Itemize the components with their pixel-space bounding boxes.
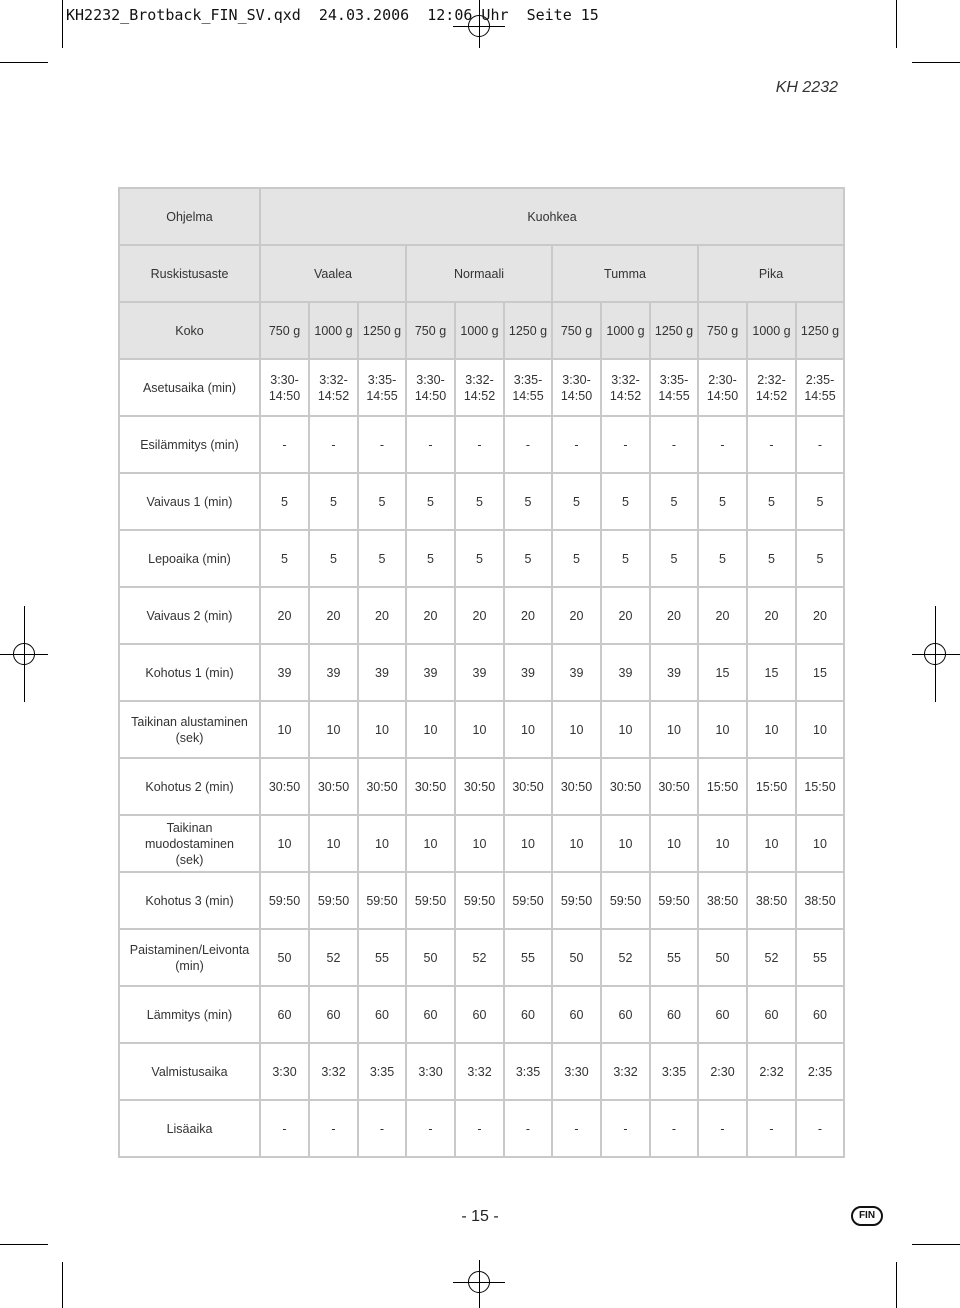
table-cell: 59:50 [601, 872, 650, 929]
table-cell: 10 [309, 815, 358, 872]
browning-dark: Tumma [552, 245, 698, 302]
size-cell: 750 g [406, 302, 455, 359]
table-cell: 10 [455, 701, 504, 758]
table-cell: 5 [260, 530, 309, 587]
table-cell: 55 [504, 929, 552, 986]
table-cell: 10 [747, 815, 796, 872]
table-cell: - [747, 1100, 796, 1157]
table-cell: 60 [747, 986, 796, 1043]
table-cell: 5 [504, 473, 552, 530]
table-cell: 50 [552, 929, 601, 986]
table-cell: 5 [309, 530, 358, 587]
table-cell: 10 [552, 815, 601, 872]
table-cell: 10 [650, 815, 698, 872]
page-number: - 15 - [461, 1208, 499, 1225]
cell-line: 14:55 [512, 388, 544, 403]
table-row [119, 530, 844, 587]
cell-line: 3:35- [659, 372, 689, 387]
table-cell: 60 [796, 986, 844, 1043]
table-cell: 39 [309, 644, 358, 701]
table-cell: 60 [309, 986, 358, 1043]
table-cell: 3:30 [552, 1043, 601, 1100]
table-cell: 5 [358, 530, 406, 587]
table-cell: 3:32 [309, 1043, 358, 1100]
size-label: Koko [119, 302, 260, 359]
program-row [119, 188, 844, 245]
program-table [118, 187, 845, 1158]
cell-line: 14:55 [658, 388, 690, 403]
row-label-line: Vaivaus 2 (min) [146, 608, 233, 623]
table-row [119, 929, 844, 986]
table-cell: 50 [406, 929, 455, 986]
table-cell [796, 359, 844, 416]
table-cell: 20 [504, 587, 552, 644]
table-cell: 5 [455, 530, 504, 587]
size-cell: 1250 g [504, 302, 552, 359]
table-cell: 15:50 [747, 758, 796, 815]
table-cell: 3:32 [455, 1043, 504, 1100]
program-label: Ohjelma [119, 188, 260, 245]
table-cell: 60 [260, 986, 309, 1043]
table-cell: 60 [552, 986, 601, 1043]
table-cell: 59:50 [455, 872, 504, 929]
cell-line: 3:30- [270, 372, 299, 387]
table-cell: - [601, 1100, 650, 1157]
table-cell: 5 [406, 473, 455, 530]
table-cell: 3:35 [504, 1043, 552, 1100]
table-cell: 20 [747, 587, 796, 644]
table-cell: 39 [455, 644, 504, 701]
table-cell: 10 [358, 701, 406, 758]
row-label [119, 416, 260, 473]
cell-line: 14:50 [706, 388, 739, 403]
cell-line: 3:32- [465, 372, 494, 387]
table-cell: 30:50 [406, 758, 455, 815]
size-cell: 1250 g [358, 302, 406, 359]
table-cell: 59:50 [260, 872, 309, 929]
table-cell: 10 [796, 815, 844, 872]
table-cell: 60 [698, 986, 747, 1043]
table-row [119, 758, 844, 815]
table-cell: 10 [504, 701, 552, 758]
row-label-line: Taikinan alustaminen [131, 714, 248, 729]
table-cell: - [455, 1100, 504, 1157]
table-cell: 20 [650, 587, 698, 644]
row-label [119, 359, 260, 416]
row-label [119, 986, 260, 1043]
table-cell [650, 359, 698, 416]
table-cell: - [552, 416, 601, 473]
row-label-line: Kohotus 2 (min) [145, 779, 234, 794]
table-cell [698, 359, 747, 416]
size-row [119, 302, 844, 359]
size-cell: 750 g [698, 302, 747, 359]
table-cell: 60 [406, 986, 455, 1043]
browning-quick: Pika [698, 245, 844, 302]
table-cell: 10 [406, 701, 455, 758]
row-label-line: Lämmitys (min) [146, 1007, 233, 1022]
table-cell: 20 [796, 587, 844, 644]
table-cell: 30:50 [601, 758, 650, 815]
table-cell: 30:50 [455, 758, 504, 815]
table-cell: 20 [358, 587, 406, 644]
table-cell: 5 [260, 473, 309, 530]
table-cell: 15 [796, 644, 844, 701]
browning-normal: Normaali [406, 245, 552, 302]
table-cell: 2:30 [698, 1043, 747, 1100]
table-row [119, 986, 844, 1043]
table-cell: 30:50 [504, 758, 552, 815]
table-cell: 20 [601, 587, 650, 644]
table-row [119, 1100, 844, 1157]
model-name: KH 2232 [775, 79, 838, 96]
size-cell: 750 g [260, 302, 309, 359]
table-cell: 59:50 [504, 872, 552, 929]
table-cell: 5 [358, 473, 406, 530]
table-cell: 60 [601, 986, 650, 1043]
table-cell [358, 359, 406, 416]
row-label [119, 1100, 260, 1157]
table-cell [747, 359, 796, 416]
row-label-line: (sek) [175, 730, 204, 745]
cell-line: 3:30- [416, 372, 445, 387]
table-cell: - [650, 416, 698, 473]
table-cell: 50 [260, 929, 309, 986]
table-cell: 5 [650, 473, 698, 530]
cell-line: 14:55 [366, 388, 398, 403]
table-cell: - [698, 1100, 747, 1157]
cell-line: 3:32- [319, 372, 348, 387]
table-cell: 5 [650, 530, 698, 587]
table-row [119, 872, 844, 929]
table-row [119, 359, 844, 416]
table-cell: 10 [601, 701, 650, 758]
table-cell: 52 [309, 929, 358, 986]
table-cell: 3:30 [406, 1043, 455, 1100]
row-label [119, 530, 260, 587]
cell-line: 14:52 [463, 388, 496, 403]
language-badge: FIN [851, 1206, 883, 1226]
table-cell: 20 [552, 587, 601, 644]
table-cell: 52 [601, 929, 650, 986]
size-cell: 1000 g [747, 302, 796, 359]
table-cell: 10 [747, 701, 796, 758]
table-cell: 5 [747, 473, 796, 530]
table-cell: 50 [698, 929, 747, 986]
table-row [119, 815, 844, 872]
table-cell: 10 [650, 701, 698, 758]
cell-line: 14:50 [414, 388, 447, 403]
table-cell: 10 [698, 701, 747, 758]
cell-line: 3:32- [611, 372, 640, 387]
table-cell: 20 [309, 587, 358, 644]
table-cell: 55 [358, 929, 406, 986]
row-label [119, 587, 260, 644]
table-cell: 15 [747, 644, 796, 701]
table-cell: 60 [358, 986, 406, 1043]
table-cell: 5 [406, 530, 455, 587]
table-cell: 30:50 [552, 758, 601, 815]
table-row [119, 587, 844, 644]
row-label [119, 758, 260, 815]
row-label [119, 644, 260, 701]
row-label-line: Vaivaus 1 (min) [146, 494, 233, 509]
table-cell: 20 [698, 587, 747, 644]
table-cell: 2:35 [796, 1043, 844, 1100]
table-cell [601, 359, 650, 416]
row-label-line: Taikinan muodostaminen [145, 820, 234, 851]
table-row [119, 473, 844, 530]
table-cell: 10 [406, 815, 455, 872]
table-cell [504, 359, 552, 416]
table-cell: 3:35 [358, 1043, 406, 1100]
table-cell: 10 [698, 815, 747, 872]
table-row [119, 416, 844, 473]
table-cell: - [504, 1100, 552, 1157]
table-cell: 30:50 [260, 758, 309, 815]
table-cell: 39 [260, 644, 309, 701]
table-cell: - [698, 416, 747, 473]
table-cell: - [358, 416, 406, 473]
table-cell: 52 [455, 929, 504, 986]
row-label-line: Asetusaika (min) [142, 380, 237, 395]
table-row [119, 701, 844, 758]
table-cell: 59:50 [406, 872, 455, 929]
table-cell: - [650, 1100, 698, 1157]
cell-line: 2:35- [805, 372, 835, 387]
table-cell: - [601, 416, 650, 473]
size-cell: 1250 g [796, 302, 844, 359]
table-cell: 39 [406, 644, 455, 701]
row-label-line: Lepoaika (min) [148, 551, 231, 566]
table-row [119, 644, 844, 701]
cell-line: 14:50 [268, 388, 301, 403]
cell-line: 14:50 [560, 388, 593, 403]
table-cell: 3:35 [650, 1043, 698, 1100]
table-cell: - [260, 1100, 309, 1157]
browning-label: Ruskistusaste [119, 245, 260, 302]
size-cell: 1000 g [455, 302, 504, 359]
size-cell: 1000 g [309, 302, 358, 359]
table-cell: 20 [455, 587, 504, 644]
table-cell: 5 [504, 530, 552, 587]
table-cell: 38:50 [747, 872, 796, 929]
table-cell: 60 [455, 986, 504, 1043]
table-cell: - [796, 416, 844, 473]
row-label-line: Kohotus 1 (min) [145, 665, 234, 680]
table-cell: 59:50 [650, 872, 698, 929]
table-cell: - [406, 416, 455, 473]
row-label-line: Paistaminen/Leivonta [129, 942, 250, 957]
table-cell: 10 [796, 701, 844, 758]
table-cell: 5 [698, 530, 747, 587]
table-cell: 30:50 [650, 758, 698, 815]
row-label-line: (min) [175, 958, 204, 973]
table-cell: 55 [796, 929, 844, 986]
row-label [119, 701, 260, 758]
row-label [119, 1043, 260, 1100]
table-cell [406, 359, 455, 416]
table-cell: - [552, 1100, 601, 1157]
table-cell: 15:50 [698, 758, 747, 815]
table-cell: - [309, 416, 358, 473]
size-cell: 1000 g [601, 302, 650, 359]
table-cell: 3:32 [601, 1043, 650, 1100]
table-cell: 39 [601, 644, 650, 701]
table-cell: - [358, 1100, 406, 1157]
table-cell: 30:50 [309, 758, 358, 815]
table-cell: 20 [406, 587, 455, 644]
table-cell: 30:50 [358, 758, 406, 815]
table-cell: 39 [504, 644, 552, 701]
cell-line: 3:35- [367, 372, 397, 387]
table-cell: 3:30 [260, 1043, 309, 1100]
row-label-line: Valmistusaika [151, 1064, 228, 1079]
browning-row [119, 245, 844, 302]
table-cell: - [406, 1100, 455, 1157]
row-label [119, 929, 260, 986]
table-row [119, 1043, 844, 1100]
row-label [119, 473, 260, 530]
cell-line: 2:30- [708, 372, 737, 387]
row-label-line: (sek) [175, 852, 204, 867]
table-cell: 5 [601, 530, 650, 587]
table-cell: 52 [747, 929, 796, 986]
table-cell: 5 [552, 530, 601, 587]
cell-line: 14:52 [609, 388, 642, 403]
table-cell [455, 359, 504, 416]
table-cell: 2:32 [747, 1043, 796, 1100]
table-cell: 20 [260, 587, 309, 644]
table-cell: 5 [601, 473, 650, 530]
table-cell: - [796, 1100, 844, 1157]
row-label [119, 872, 260, 929]
table-cell: - [455, 416, 504, 473]
table-cell: - [260, 416, 309, 473]
table-cell: 15:50 [796, 758, 844, 815]
table-cell: 15 [698, 644, 747, 701]
table-cell [260, 359, 309, 416]
table-cell [309, 359, 358, 416]
size-cell: 750 g [552, 302, 601, 359]
table-cell: 59:50 [358, 872, 406, 929]
table-cell [552, 359, 601, 416]
table-cell: 10 [455, 815, 504, 872]
table-cell: 5 [796, 473, 844, 530]
table-cell: - [504, 416, 552, 473]
table-cell: 10 [504, 815, 552, 872]
table-cell: 38:50 [796, 872, 844, 929]
table-cell: 39 [552, 644, 601, 701]
cell-line: 3:30- [562, 372, 591, 387]
cell-line: 3:35- [513, 372, 543, 387]
cell-line: 14:52 [755, 388, 788, 403]
table-cell: 39 [650, 644, 698, 701]
table-cell: 59:50 [552, 872, 601, 929]
table-cell: 10 [601, 815, 650, 872]
document-slug: KH2232_Brotback_FIN_SV.qxd 24.03.2006 12:06 Uhr Seite 15 [66, 6, 599, 24]
table-cell: 38:50 [698, 872, 747, 929]
row-label [119, 815, 260, 872]
table-cell: 5 [309, 473, 358, 530]
table-cell: 60 [650, 986, 698, 1043]
table-cell: 55 [650, 929, 698, 986]
table-cell: 5 [747, 530, 796, 587]
table-cell: 59:50 [309, 872, 358, 929]
table-cell: 5 [698, 473, 747, 530]
cell-line: 2:32- [757, 372, 786, 387]
table-cell: 10 [358, 815, 406, 872]
table-cell: 5 [796, 530, 844, 587]
table-cell: 5 [455, 473, 504, 530]
cell-line: 14:55 [804, 388, 836, 403]
table-cell: - [309, 1100, 358, 1157]
size-cell: 1250 g [650, 302, 698, 359]
browning-light: Vaalea [260, 245, 406, 302]
row-label-line: Lisäaika [166, 1121, 213, 1136]
table-cell: - [747, 416, 796, 473]
table-cell: 10 [260, 701, 309, 758]
table-cell: 10 [552, 701, 601, 758]
cell-line: 14:52 [317, 388, 350, 403]
table-cell: 10 [309, 701, 358, 758]
table-cell: 60 [504, 986, 552, 1043]
table-cell: 39 [358, 644, 406, 701]
program-value: Kuohkea [260, 188, 844, 245]
table-cell: 5 [552, 473, 601, 530]
table-cell: 10 [260, 815, 309, 872]
row-label-line: Esilämmitys (min) [140, 437, 239, 452]
row-label-line: Kohotus 3 (min) [145, 893, 234, 908]
